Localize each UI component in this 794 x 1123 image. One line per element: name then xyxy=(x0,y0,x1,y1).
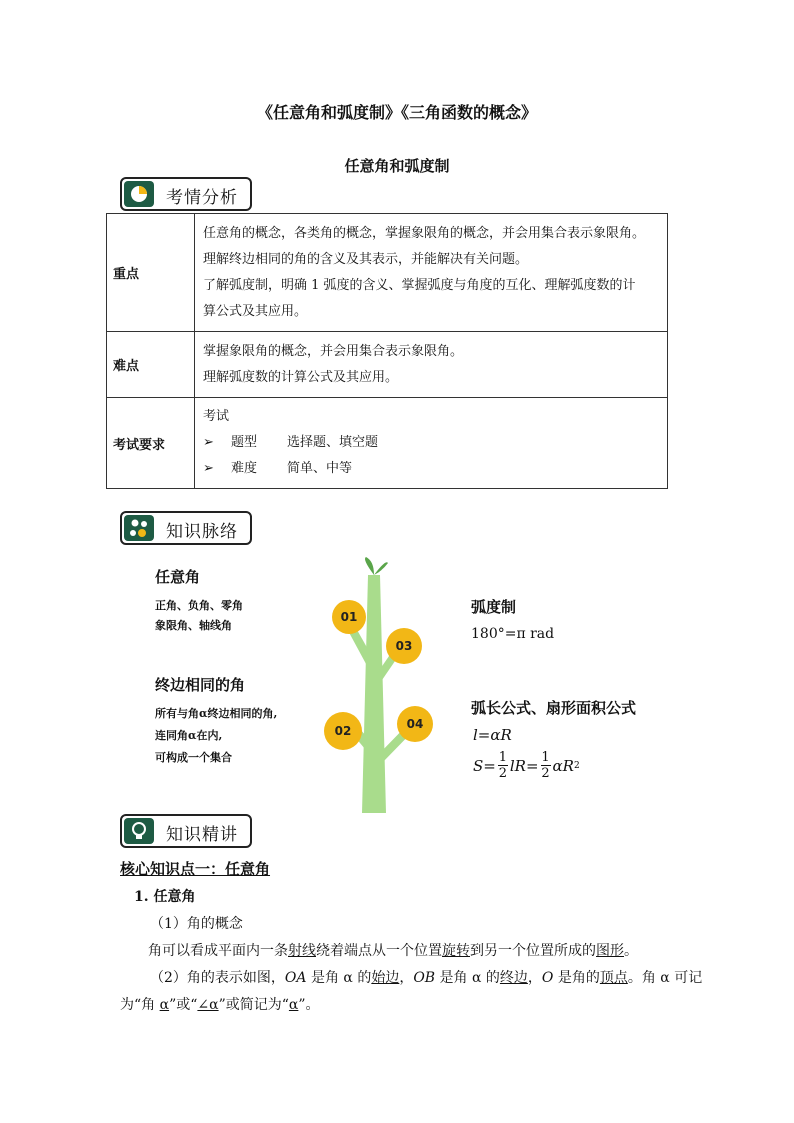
node-badge-01: 01 xyxy=(332,600,366,634)
text-part: 。角 α 可记 xyxy=(627,970,703,986)
text-line: 所有与角α终边相同的角, xyxy=(155,707,278,720)
text-part: 是角的 xyxy=(553,970,600,986)
section-label: 知识脉络 xyxy=(166,522,238,542)
table-row xyxy=(107,332,668,398)
text-part: αR xyxy=(552,756,574,775)
item-label: 难度 xyxy=(231,461,258,476)
text-line: 理解弧度数的计算公式及其应用。 xyxy=(203,369,399,385)
formula: l=αR xyxy=(473,726,512,744)
math-var: OB xyxy=(413,970,436,986)
formula-area xyxy=(473,750,580,781)
text-part: 角可以看成平面内一条 xyxy=(148,943,288,959)
row-key: 重点 xyxy=(107,214,195,332)
term-rotate: 旋转 xyxy=(442,943,470,959)
text-line: 任意角的概念，各类角的概念，掌握象限角的概念，并会用集合表示象限角。 xyxy=(203,225,646,241)
row-key: 考试要求 xyxy=(107,398,195,489)
math-var: ∠α xyxy=(197,997,219,1013)
node-lines xyxy=(155,596,243,636)
paragraph xyxy=(148,940,638,960)
row-key: 难点 xyxy=(107,332,195,398)
text-line: 可构成一个集合 xyxy=(155,751,232,764)
section-header-explain xyxy=(120,814,252,848)
term-ray: 射线 xyxy=(288,943,316,959)
text-part: 到另一个位置所成的 xyxy=(470,943,596,959)
fraction xyxy=(498,750,508,781)
tree-illustration xyxy=(300,555,460,815)
text-line: 考试 xyxy=(203,409,230,424)
text-part: 为“角 xyxy=(120,997,160,1013)
text-part: （2）角的表示如图， xyxy=(150,970,285,986)
section-header-network xyxy=(120,511,252,545)
item-value: 选择题、填空题 xyxy=(287,435,379,450)
text-line: 算公式及其应用。 xyxy=(203,303,308,319)
math-var: O xyxy=(541,970,554,986)
core-point-title: 核心知识点一：任意角 xyxy=(120,860,271,878)
table-row xyxy=(107,214,668,332)
subheading: （1）角的概念 xyxy=(150,916,243,932)
term-figure: 图形 xyxy=(596,943,624,959)
fraction xyxy=(541,750,551,781)
node-title: 任意角 xyxy=(155,568,201,586)
denominator: 2 xyxy=(541,766,550,781)
table-row xyxy=(107,398,668,489)
row-value xyxy=(195,398,668,489)
pie-chart-icon xyxy=(124,181,154,207)
text-line: 正角、负角、零角 xyxy=(155,599,243,612)
text-line: 连同角α在内, xyxy=(155,729,223,742)
numerator: 1 xyxy=(541,750,550,765)
text-line: 掌握象限角的概念，并会用集合表示象限角。 xyxy=(203,343,464,359)
paragraph xyxy=(120,994,320,1014)
document-title: 《任意角和弧度制》《三角函数的概念》 xyxy=(256,103,537,122)
text-line: 理解终边相同的角的含义及其表示，并能解决有关问题。 xyxy=(203,251,529,267)
paragraph xyxy=(150,967,702,987)
formula: 180°=π rad xyxy=(471,626,555,642)
node-badge-02: 02 xyxy=(324,712,362,750)
exponent: 2 xyxy=(573,760,580,771)
molecule-icon xyxy=(124,515,154,541)
analysis-table xyxy=(106,213,668,489)
numerator: 1 xyxy=(498,750,507,765)
text-part: S= xyxy=(473,756,496,775)
arrow-bullet-icon: ➢ xyxy=(203,461,214,476)
math-var: α xyxy=(288,997,299,1013)
text-part: ”。 xyxy=(298,997,320,1013)
denominator: 2 xyxy=(498,766,507,781)
section-subtitle: 任意角和弧度制 xyxy=(344,157,450,175)
node-badge-04: 04 xyxy=(397,706,433,742)
text-part: 是角 α 的 xyxy=(306,970,372,986)
list-item xyxy=(203,430,659,456)
list-item xyxy=(203,456,659,482)
term-initial-side: 始边 xyxy=(371,970,400,986)
row-value xyxy=(195,214,668,332)
math-var: α xyxy=(159,997,170,1013)
text-part: 绕着端点从一个位置 xyxy=(316,943,442,959)
section-label: 考情分析 xyxy=(166,188,238,208)
section-header-analysis xyxy=(120,177,252,211)
node-title: 终边相同的角 xyxy=(155,676,246,694)
text-part: ， xyxy=(399,970,414,986)
item-label: 题型 xyxy=(231,435,258,450)
text-part: lR= xyxy=(509,756,539,775)
term-terminal-side: 终边 xyxy=(499,970,528,986)
text-line: 了解弧度制，明确 1 弧度的含义、掌握弧度与角度的互化、理解弧度数的计 xyxy=(203,277,636,293)
text-part: ， xyxy=(527,970,542,986)
section-label: 知识精讲 xyxy=(166,825,238,845)
node-title: 弧度制 xyxy=(471,598,517,616)
node-badge-03: 03 xyxy=(386,628,422,664)
text-line: 象限角、轴线角 xyxy=(155,619,232,632)
text-part: ”或“ xyxy=(169,997,198,1013)
item-value: 简单、中等 xyxy=(287,461,353,476)
text-part: 是角 α 的 xyxy=(435,970,500,986)
arrow-bullet-icon: ➢ xyxy=(203,435,214,450)
text-part: ”或简记为“ xyxy=(218,997,289,1013)
lightbulb-icon xyxy=(124,818,154,844)
math-var: OA xyxy=(284,970,307,986)
node-lines xyxy=(155,703,277,769)
row-value xyxy=(195,332,668,398)
text-part: 。 xyxy=(624,943,638,959)
item-title: 1. 任意角 xyxy=(134,889,196,905)
node-title: 弧长公式、扇形面积公式 xyxy=(471,699,637,717)
term-vertex: 顶点 xyxy=(599,970,628,986)
